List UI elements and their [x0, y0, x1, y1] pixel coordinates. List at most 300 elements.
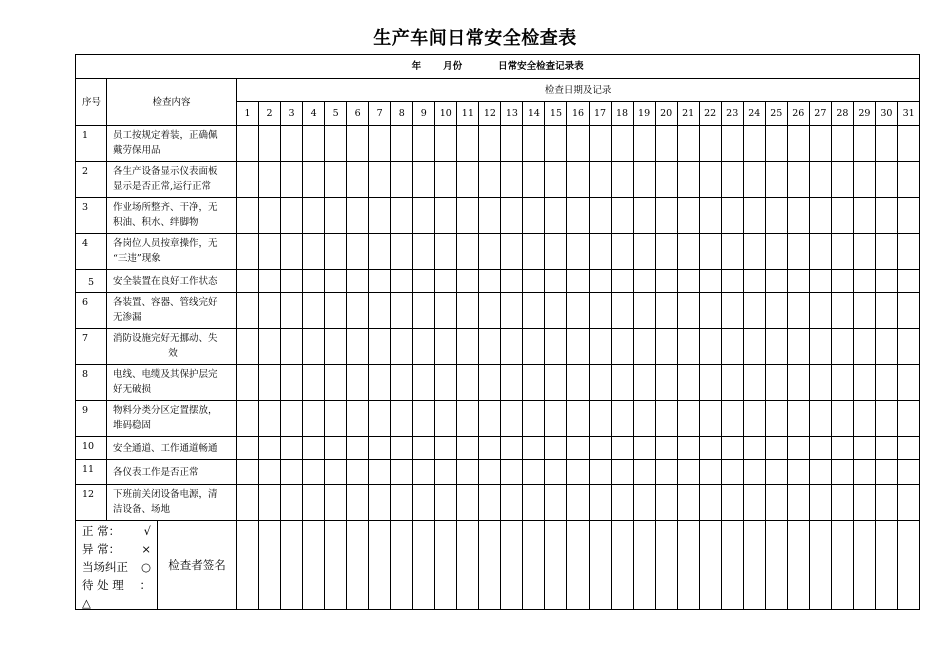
record-cell[interactable] — [853, 437, 875, 460]
record-cell[interactable] — [259, 329, 281, 365]
record-cell[interactable] — [787, 401, 809, 437]
record-cell[interactable] — [281, 329, 303, 365]
record-cell[interactable] — [809, 234, 831, 270]
record-cell[interactable] — [589, 293, 611, 329]
record-cell[interactable] — [721, 437, 743, 460]
record-cell[interactable] — [523, 126, 545, 162]
record-cell[interactable] — [457, 401, 479, 437]
record-cell[interactable] — [391, 198, 413, 234]
record-cell[interactable] — [391, 293, 413, 329]
record-cell[interactable] — [765, 329, 787, 365]
record-cell[interactable] — [325, 126, 347, 162]
record-cell[interactable] — [743, 460, 765, 485]
record-cell[interactable] — [303, 460, 325, 485]
record-cell[interactable] — [501, 198, 523, 234]
record-cell[interactable] — [721, 162, 743, 198]
record-cell[interactable] — [457, 437, 479, 460]
record-cell[interactable] — [369, 437, 391, 460]
record-cell[interactable] — [809, 126, 831, 162]
record-cell[interactable] — [897, 437, 919, 460]
record-cell[interactable] — [633, 126, 655, 162]
record-cell[interactable] — [457, 485, 479, 521]
record-cell[interactable] — [875, 460, 897, 485]
record-cell[interactable] — [303, 437, 325, 460]
record-cell[interactable] — [787, 126, 809, 162]
record-cell[interactable] — [875, 437, 897, 460]
record-cell[interactable] — [391, 329, 413, 365]
record-cell[interactable] — [479, 162, 501, 198]
record-cell[interactable] — [281, 401, 303, 437]
record-cell[interactable] — [237, 437, 259, 460]
record-cell[interactable] — [655, 329, 677, 365]
record-cell[interactable] — [567, 329, 589, 365]
record-cell[interactable] — [391, 234, 413, 270]
record-cell[interactable] — [655, 234, 677, 270]
record-cell[interactable] — [413, 198, 435, 234]
record-cell[interactable] — [787, 162, 809, 198]
record-cell[interactable] — [413, 270, 435, 293]
record-cell[interactable] — [303, 234, 325, 270]
record-cell[interactable] — [369, 234, 391, 270]
record-cell[interactable] — [699, 162, 721, 198]
record-cell[interactable] — [743, 329, 765, 365]
record-cell[interactable] — [721, 126, 743, 162]
record-cell[interactable] — [259, 198, 281, 234]
record-cell[interactable] — [809, 365, 831, 401]
record-cell[interactable] — [501, 401, 523, 437]
record-cell[interactable] — [435, 126, 457, 162]
record-cell[interactable] — [787, 437, 809, 460]
record-cell[interactable] — [523, 270, 545, 293]
record-cell[interactable] — [501, 293, 523, 329]
signature-cell[interactable] — [721, 521, 743, 610]
record-cell[interactable] — [589, 162, 611, 198]
record-cell[interactable] — [281, 198, 303, 234]
record-cell[interactable] — [897, 401, 919, 437]
signature-cell[interactable] — [369, 521, 391, 610]
record-cell[interactable] — [589, 198, 611, 234]
record-cell[interactable] — [875, 293, 897, 329]
record-cell[interactable] — [237, 485, 259, 521]
record-cell[interactable] — [347, 126, 369, 162]
record-cell[interactable] — [369, 365, 391, 401]
record-cell[interactable] — [633, 437, 655, 460]
record-cell[interactable] — [545, 198, 567, 234]
record-cell[interactable] — [281, 485, 303, 521]
signature-cell[interactable] — [347, 521, 369, 610]
record-cell[interactable] — [281, 126, 303, 162]
record-cell[interactable] — [347, 162, 369, 198]
record-cell[interactable] — [787, 460, 809, 485]
record-cell[interactable] — [787, 329, 809, 365]
record-cell[interactable] — [391, 485, 413, 521]
record-cell[interactable] — [655, 437, 677, 460]
record-cell[interactable] — [743, 293, 765, 329]
record-cell[interactable] — [809, 198, 831, 234]
record-cell[interactable] — [259, 234, 281, 270]
record-cell[interactable] — [523, 460, 545, 485]
record-cell[interactable] — [567, 162, 589, 198]
record-cell[interactable] — [633, 270, 655, 293]
record-cell[interactable] — [237, 460, 259, 485]
record-cell[interactable] — [721, 485, 743, 521]
record-cell[interactable] — [413, 460, 435, 485]
record-cell[interactable] — [501, 270, 523, 293]
record-cell[interactable] — [831, 162, 853, 198]
record-cell[interactable] — [259, 162, 281, 198]
signature-cell[interactable] — [699, 521, 721, 610]
signature-cell[interactable] — [655, 521, 677, 610]
record-cell[interactable] — [611, 460, 633, 485]
record-cell[interactable] — [655, 270, 677, 293]
signature-cell[interactable] — [743, 521, 765, 610]
record-cell[interactable] — [259, 293, 281, 329]
signature-cell[interactable] — [259, 521, 281, 610]
record-cell[interactable] — [435, 270, 457, 293]
record-cell[interactable] — [765, 198, 787, 234]
record-cell[interactable] — [831, 126, 853, 162]
record-cell[interactable] — [523, 329, 545, 365]
record-cell[interactable] — [611, 485, 633, 521]
signature-cell[interactable] — [831, 521, 853, 610]
record-cell[interactable] — [743, 270, 765, 293]
record-cell[interactable] — [259, 460, 281, 485]
record-cell[interactable] — [743, 485, 765, 521]
record-cell[interactable] — [435, 329, 457, 365]
record-cell[interactable] — [501, 485, 523, 521]
record-cell[interactable] — [545, 401, 567, 437]
record-cell[interactable] — [479, 329, 501, 365]
record-cell[interactable] — [831, 401, 853, 437]
record-cell[interactable] — [391, 437, 413, 460]
record-cell[interactable] — [523, 401, 545, 437]
signature-cell[interactable] — [281, 521, 303, 610]
record-cell[interactable] — [897, 162, 919, 198]
record-cell[interactable] — [347, 198, 369, 234]
record-cell[interactable] — [391, 460, 413, 485]
signature-cell[interactable] — [325, 521, 347, 610]
record-cell[interactable] — [743, 126, 765, 162]
record-cell[interactable] — [391, 401, 413, 437]
record-cell[interactable] — [237, 293, 259, 329]
record-cell[interactable] — [875, 401, 897, 437]
record-cell[interactable] — [677, 126, 699, 162]
record-cell[interactable] — [633, 485, 655, 521]
record-cell[interactable] — [853, 198, 875, 234]
record-cell[interactable] — [523, 437, 545, 460]
record-cell[interactable] — [347, 329, 369, 365]
record-cell[interactable] — [721, 270, 743, 293]
record-cell[interactable] — [765, 365, 787, 401]
record-cell[interactable] — [611, 329, 633, 365]
signature-cell[interactable] — [633, 521, 655, 610]
record-cell[interactable] — [501, 126, 523, 162]
record-cell[interactable] — [699, 234, 721, 270]
record-cell[interactable] — [413, 126, 435, 162]
record-cell[interactable] — [875, 234, 897, 270]
record-cell[interactable] — [721, 198, 743, 234]
record-cell[interactable] — [853, 234, 875, 270]
record-cell[interactable] — [457, 270, 479, 293]
record-cell[interactable] — [545, 234, 567, 270]
record-cell[interactable] — [325, 485, 347, 521]
record-cell[interactable] — [347, 460, 369, 485]
record-cell[interactable] — [853, 270, 875, 293]
record-cell[interactable] — [897, 485, 919, 521]
record-cell[interactable] — [545, 126, 567, 162]
record-cell[interactable] — [743, 401, 765, 437]
record-cell[interactable] — [369, 460, 391, 485]
record-cell[interactable] — [259, 401, 281, 437]
record-cell[interactable] — [633, 460, 655, 485]
record-cell[interactable] — [303, 198, 325, 234]
record-cell[interactable] — [325, 460, 347, 485]
record-cell[interactable] — [259, 437, 281, 460]
record-cell[interactable] — [589, 329, 611, 365]
record-cell[interactable] — [853, 126, 875, 162]
record-cell[interactable] — [479, 365, 501, 401]
record-cell[interactable] — [347, 401, 369, 437]
record-cell[interactable] — [633, 162, 655, 198]
signature-cell[interactable] — [567, 521, 589, 610]
record-cell[interactable] — [391, 126, 413, 162]
record-cell[interactable] — [523, 162, 545, 198]
record-cell[interactable] — [479, 460, 501, 485]
record-cell[interactable] — [567, 437, 589, 460]
record-cell[interactable] — [457, 198, 479, 234]
record-cell[interactable] — [545, 162, 567, 198]
record-cell[interactable] — [237, 365, 259, 401]
record-cell[interactable] — [303, 270, 325, 293]
record-cell[interactable] — [853, 460, 875, 485]
record-cell[interactable] — [677, 485, 699, 521]
record-cell[interactable] — [787, 270, 809, 293]
record-cell[interactable] — [743, 437, 765, 460]
record-cell[interactable] — [413, 437, 435, 460]
record-cell[interactable] — [501, 460, 523, 485]
record-cell[interactable] — [765, 126, 787, 162]
record-cell[interactable] — [831, 293, 853, 329]
record-cell[interactable] — [611, 198, 633, 234]
record-cell[interactable] — [677, 437, 699, 460]
record-cell[interactable] — [875, 329, 897, 365]
record-cell[interactable] — [479, 401, 501, 437]
record-cell[interactable] — [347, 437, 369, 460]
record-cell[interactable] — [369, 162, 391, 198]
signature-cell[interactable] — [589, 521, 611, 610]
record-cell[interactable] — [787, 293, 809, 329]
record-cell[interactable] — [501, 329, 523, 365]
record-cell[interactable] — [787, 198, 809, 234]
record-cell[interactable] — [457, 460, 479, 485]
record-cell[interactable] — [435, 198, 457, 234]
signature-cell[interactable] — [523, 521, 545, 610]
record-cell[interactable] — [435, 162, 457, 198]
record-cell[interactable] — [391, 270, 413, 293]
record-cell[interactable] — [435, 437, 457, 460]
record-cell[interactable] — [325, 329, 347, 365]
record-cell[interactable] — [699, 293, 721, 329]
signature-cell[interactable] — [611, 521, 633, 610]
record-cell[interactable] — [369, 126, 391, 162]
record-cell[interactable] — [457, 365, 479, 401]
record-cell[interactable] — [765, 234, 787, 270]
record-cell[interactable] — [391, 365, 413, 401]
record-cell[interactable] — [567, 198, 589, 234]
record-cell[interactable] — [699, 270, 721, 293]
record-cell[interactable] — [523, 365, 545, 401]
record-cell[interactable] — [523, 485, 545, 521]
record-cell[interactable] — [765, 270, 787, 293]
signature-cell[interactable] — [457, 521, 479, 610]
record-cell[interactable] — [479, 293, 501, 329]
record-cell[interactable] — [545, 293, 567, 329]
record-cell[interactable] — [655, 401, 677, 437]
record-cell[interactable] — [633, 329, 655, 365]
record-cell[interactable] — [369, 401, 391, 437]
record-cell[interactable] — [589, 234, 611, 270]
record-cell[interactable] — [875, 365, 897, 401]
record-cell[interactable] — [611, 293, 633, 329]
signature-cell[interactable] — [677, 521, 699, 610]
record-cell[interactable] — [501, 437, 523, 460]
record-cell[interactable] — [325, 365, 347, 401]
record-cell[interactable] — [699, 198, 721, 234]
record-cell[interactable] — [743, 365, 765, 401]
record-cell[interactable] — [743, 198, 765, 234]
record-cell[interactable] — [655, 293, 677, 329]
record-cell[interactable] — [765, 401, 787, 437]
record-cell[interactable] — [523, 234, 545, 270]
record-cell[interactable] — [435, 293, 457, 329]
record-cell[interactable] — [457, 329, 479, 365]
record-cell[interactable] — [897, 329, 919, 365]
record-cell[interactable] — [787, 485, 809, 521]
record-cell[interactable] — [479, 126, 501, 162]
record-cell[interactable] — [303, 293, 325, 329]
record-cell[interactable] — [699, 365, 721, 401]
record-cell[interactable] — [897, 270, 919, 293]
record-cell[interactable] — [589, 485, 611, 521]
signature-cell[interactable] — [413, 521, 435, 610]
record-cell[interactable] — [413, 401, 435, 437]
record-cell[interactable] — [457, 162, 479, 198]
record-cell[interactable] — [413, 234, 435, 270]
record-cell[interactable] — [611, 162, 633, 198]
record-cell[interactable] — [655, 126, 677, 162]
record-cell[interactable] — [677, 198, 699, 234]
record-cell[interactable] — [633, 365, 655, 401]
record-cell[interactable] — [413, 329, 435, 365]
record-cell[interactable] — [303, 365, 325, 401]
record-cell[interactable] — [303, 162, 325, 198]
record-cell[interactable] — [677, 270, 699, 293]
record-cell[interactable] — [875, 198, 897, 234]
record-cell[interactable] — [413, 365, 435, 401]
record-cell[interactable] — [413, 293, 435, 329]
record-cell[interactable] — [611, 270, 633, 293]
record-cell[interactable] — [259, 270, 281, 293]
record-cell[interactable] — [435, 485, 457, 521]
record-cell[interactable] — [699, 329, 721, 365]
record-cell[interactable] — [545, 437, 567, 460]
record-cell[interactable] — [369, 329, 391, 365]
record-cell[interactable] — [655, 198, 677, 234]
record-cell[interactable] — [413, 162, 435, 198]
record-cell[interactable] — [567, 401, 589, 437]
record-cell[interactable] — [831, 437, 853, 460]
record-cell[interactable] — [457, 126, 479, 162]
signature-cell[interactable] — [765, 521, 787, 610]
record-cell[interactable] — [831, 234, 853, 270]
record-cell[interactable] — [545, 329, 567, 365]
record-cell[interactable] — [259, 365, 281, 401]
record-cell[interactable] — [237, 270, 259, 293]
record-cell[interactable] — [809, 293, 831, 329]
record-cell[interactable] — [325, 162, 347, 198]
record-cell[interactable] — [589, 437, 611, 460]
record-cell[interactable] — [809, 401, 831, 437]
record-cell[interactable] — [567, 460, 589, 485]
record-cell[interactable] — [853, 365, 875, 401]
record-cell[interactable] — [259, 485, 281, 521]
record-cell[interactable] — [809, 329, 831, 365]
record-cell[interactable] — [765, 460, 787, 485]
record-cell[interactable] — [897, 126, 919, 162]
record-cell[interactable] — [721, 329, 743, 365]
record-cell[interactable] — [765, 437, 787, 460]
record-cell[interactable] — [237, 162, 259, 198]
record-cell[interactable] — [809, 270, 831, 293]
record-cell[interactable] — [435, 365, 457, 401]
record-cell[interactable] — [677, 460, 699, 485]
record-cell[interactable] — [655, 365, 677, 401]
record-cell[interactable] — [655, 162, 677, 198]
record-cell[interactable] — [237, 401, 259, 437]
record-cell[interactable] — [435, 234, 457, 270]
record-cell[interactable] — [457, 234, 479, 270]
signature-cell[interactable] — [853, 521, 875, 610]
record-cell[interactable] — [325, 198, 347, 234]
record-cell[interactable] — [369, 198, 391, 234]
record-cell[interactable] — [325, 293, 347, 329]
record-cell[interactable] — [281, 293, 303, 329]
record-cell[interactable] — [809, 485, 831, 521]
record-cell[interactable] — [303, 485, 325, 521]
signature-cell[interactable] — [501, 521, 523, 610]
record-cell[interactable] — [413, 485, 435, 521]
record-cell[interactable] — [237, 198, 259, 234]
record-cell[interactable] — [897, 460, 919, 485]
record-cell[interactable] — [347, 234, 369, 270]
signature-cell[interactable] — [809, 521, 831, 610]
record-cell[interactable] — [589, 365, 611, 401]
record-cell[interactable] — [369, 293, 391, 329]
record-cell[interactable] — [611, 365, 633, 401]
record-cell[interactable] — [611, 234, 633, 270]
record-cell[interactable] — [369, 485, 391, 521]
signature-cell[interactable] — [875, 521, 897, 610]
record-cell[interactable] — [435, 401, 457, 437]
record-cell[interactable] — [347, 485, 369, 521]
record-cell[interactable] — [545, 460, 567, 485]
record-cell[interactable] — [721, 234, 743, 270]
record-cell[interactable] — [611, 126, 633, 162]
record-cell[interactable] — [259, 126, 281, 162]
record-cell[interactable] — [347, 293, 369, 329]
record-cell[interactable] — [479, 437, 501, 460]
record-cell[interactable] — [567, 293, 589, 329]
